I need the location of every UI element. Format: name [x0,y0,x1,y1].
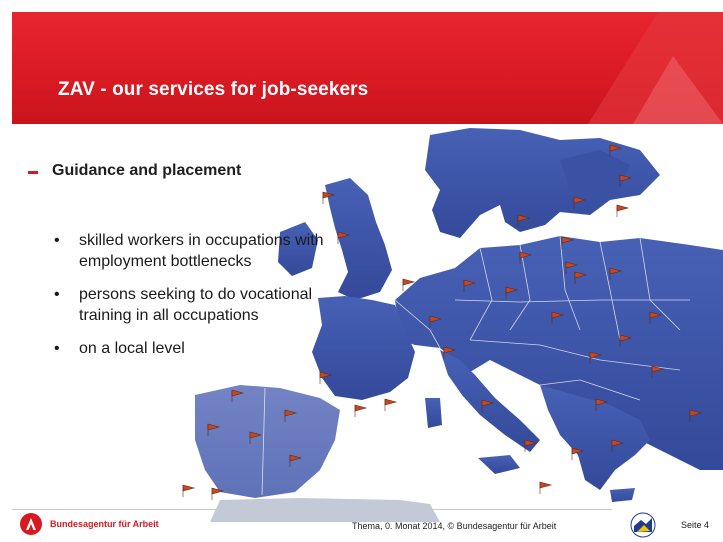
bullet-list [54,230,324,371]
ba-logo-icon [20,513,42,535]
bullet-text: skilled workers in occupations with employment bottlenecks [79,232,324,270]
list-item [54,284,324,326]
footer-text: Thema, 0. Monat 2014, © Bundesagentur für Arbeit [352,521,557,531]
list-item [54,338,324,359]
bullet-icon: • [54,340,60,357]
bullet-icon: • [54,232,60,249]
arrow-decoration-icon [563,12,723,124]
bullet-text: persons seeking to do vocational training in all occupations [79,286,313,324]
section-title: Guidance and placement [52,162,242,179]
footer-divider [12,509,612,510]
list-item [54,230,324,272]
bullet-icon: • [54,286,60,303]
eures-logo-icon [628,510,658,540]
page-title: ZAV - our services for job-seekers [58,79,369,100]
section-heading [28,162,241,180]
header-band [12,12,723,124]
dash-icon [28,171,38,174]
logo-text: Bundesagentur für Arbeit [50,519,159,529]
bullet-text: on a local level [79,340,185,357]
footer-logo [20,512,250,536]
page-number: Seite 4 [681,520,710,530]
